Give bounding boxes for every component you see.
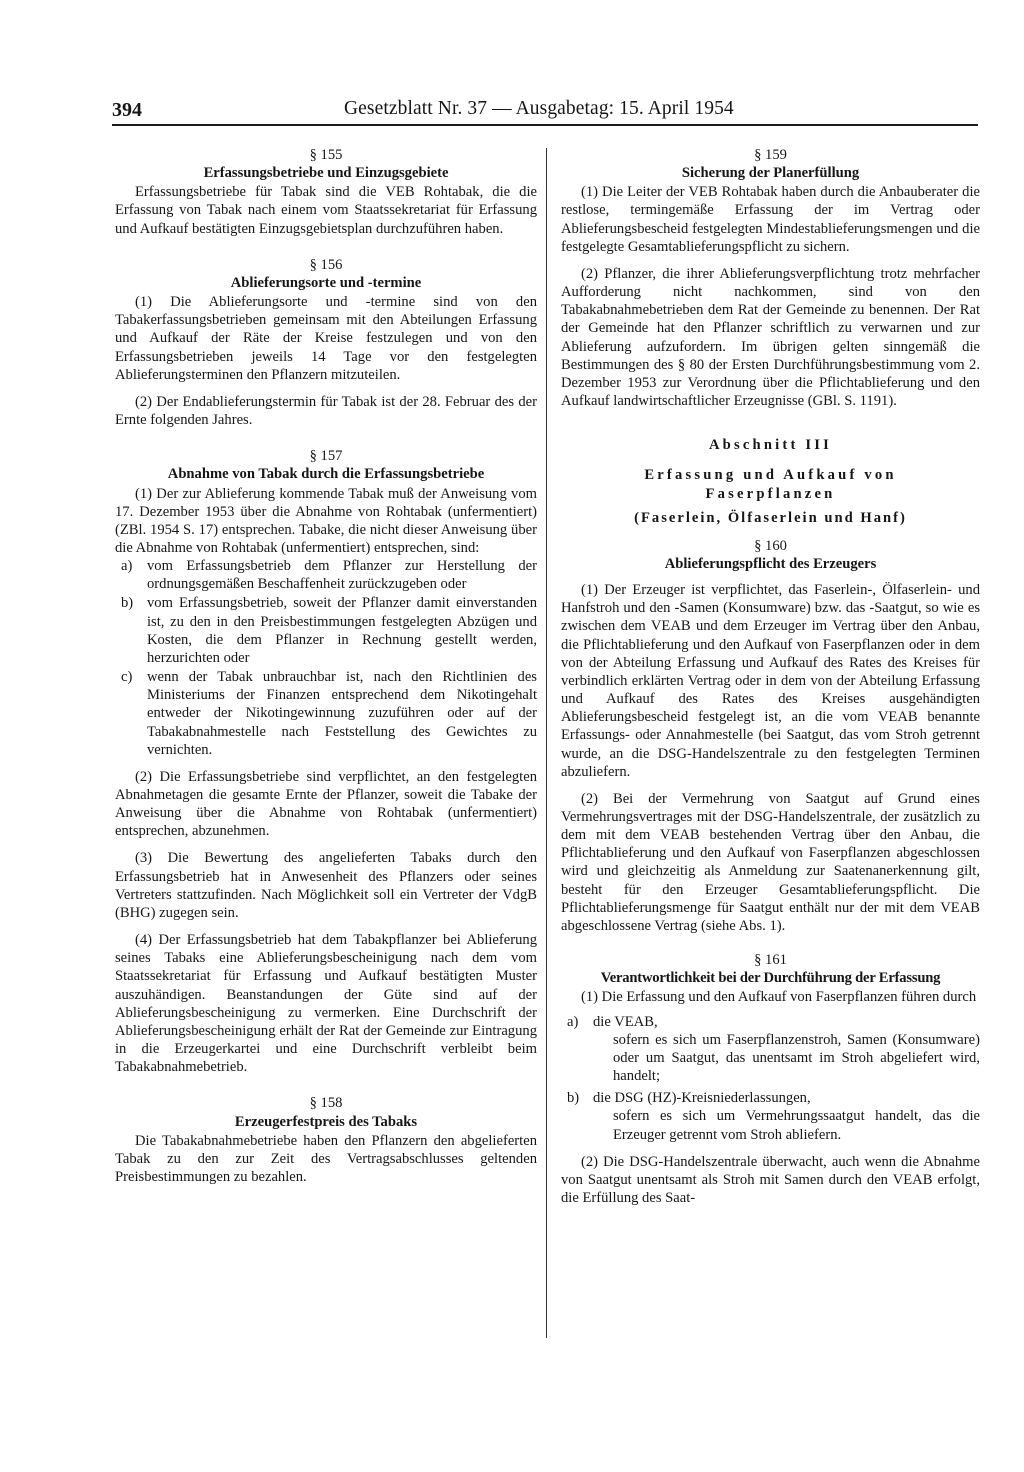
right-column <box>561 146 980 1207</box>
paragraph: (1) Die Ablieferungsorte und -termine sind von den Tabakerfassungsbetrieben gemeinsam mit den Abteilungen Erfassung und Aufkauf der Räte der Kreise festzulegen und von den Erfassungsbetrieben jeweils 14 Tage vor den festgelegten Ablieferungsterminen den Pflanzern mitzuteilen. <box>115 294 537 383</box>
header-rule <box>112 124 978 126</box>
paragraph: (2) Pflanzer, die ihrer Ablieferungsverpflichtung trotz mehrfacher Aufforderung nicht nachkommen, sind von den Tabakabnahmebetrieben dem Rat der Gemeinde zu benennen. Der Rat der Gemeinde hat den Pflanzer schriftlich zu verwarnen und zur Ablieferung aufzufordern. Im übrigen gelten sinngemäß die Bestimmungen des § 80 der Ersten Durchführungsbestimmung vom 2. Dezember 1953 zur Verordnung über die Pflichtablieferung und den Aufkauf landwirtschaftlicher Erzeugnisse (GBl. S. 1191). <box>561 265 980 410</box>
paragraph: (1) Die Erfassung und den Aufkauf von Faserpflanzen führen durch <box>581 989 977 1006</box>
paragraph: Die Tabakabnahmebetriebe haben den Pflanzern den abgelieferten Tabak zu den zur Zeit des Vertragsabschlusses geltenden Preisbestimmungen zu bezahlen. <box>115 1132 537 1185</box>
page-header <box>112 97 978 125</box>
list-text: sofern es sich um Faserpflanzenstroh, Samen (Konsumware) oder um Saatgut, das unentsamt im Stroh abgeliefert wird, handelt; <box>613 1031 980 1085</box>
gazette-header-title: Gesetzblatt Nr. 37 — Ausgabetag: 15. April 1954 <box>344 98 734 119</box>
section-title: Ablieferungspflicht des Erzeugers <box>664 555 877 572</box>
list-item <box>115 594 537 667</box>
paragraph: (1) Der Erzeuger ist verpflichtet, das Faserlein-, Ölfaserlein- und Hanfstroh und den -Samen (Konsumware) bzw. das -Saatgut, so wie es zwischen dem VEAB und dem Erzeuger im Vertrag über den Anbau, die Pflichtablieferung und den Aufkauf von Faserpflanzen oder in dem von der Abteilung Erfassung und Aufkauf des Rates des Kreises für verbindlich erklärten Vertrag oder in dem von der Abteilung Erfassung und Aufkauf des Rates des Kreises ausgehändigten Ablieferungsbescheid festgelegt ist, an die vom VEAB benannte Erfassungs- oder Annahmestelle (bei Saatgut, das vom Stroh getrennt wurde, an die DSG-Handelszentrale zu den festgelegten Terminen abzuliefern. <box>561 582 980 780</box>
list-marker: c) <box>121 669 133 686</box>
column-divider <box>546 148 547 1338</box>
section-158 <box>115 1094 537 1186</box>
paragraph: Erfassungsbetriebe für Tabak sind die VEB Rohtabak, die die Erfassung von Tabak nach einem vom Staatssekretariat für Erfassung und Aufkauf bestätigten Einzugsgebietsplan durchzuführen haben. <box>115 184 537 237</box>
section-number: § 155 <box>309 147 343 163</box>
list-text: wenn der Tabak unbrauchbar ist, nach den Richtlinien des Ministeriums der Finanzen entsprechend dem Nikotingehalt entweder der Nikotingewinnung zuzuführen oder auf der Tabakabnahmestelle nach Feststellung des Gewichtes zu vernichten. <box>147 669 537 758</box>
paragraph: (1) Die Leiter der VEB Rohtabak haben durch die Anbauberater die restlose, termingemäße Erfassung der im Vertrag oder Ablieferungsbescheid festgelegten Mindestablieferungsmengen und die festgelegte Gesamtablieferungspflicht zu sichern. <box>561 184 980 255</box>
section-160 <box>561 537 980 935</box>
section-161 <box>561 951 980 1207</box>
section-number: § 156 <box>309 256 343 273</box>
section-155 <box>115 146 537 238</box>
list-marker: b) <box>567 1090 580 1107</box>
abschnitt-title-line2: Faserpflanzen <box>705 485 836 502</box>
section-number: § 160 <box>754 537 787 554</box>
section-number: § 159 <box>754 147 787 163</box>
list-heading: die DSG (HZ)-Kreisniederlassungen, <box>593 1090 811 1107</box>
section-number: § 161 <box>754 952 787 969</box>
paragraph: (4) Der Erfassungsbetrieb hat dem Tabakpflanzer bei Ablieferung seines Tabaks eine Ablieferungsbescheinigung nach dem vom Staatssekretariat für Erfassung und Aufkauf bestätigten Muster auszuhändigen. Beanstandungen der Güte sind auf der Ablieferungsbescheinigung zu vermerken. Eine Durchschrift der Ablieferungsbescheinigung erhält der Rat der Gemeinde zur Eintragung in die Erzeugerkartei und eine Durchschrift verbleibt beim Tabakabnahmebetrieb. <box>115 932 537 1076</box>
section-title: Erfassungsbetriebe und Einzugsgebiete <box>203 165 449 182</box>
section-159 <box>561 146 980 410</box>
section-title: Erzeugerfestpreis des Tabaks <box>234 1113 418 1130</box>
section-title: Sicherung der Planerfüllung <box>681 165 860 182</box>
paragraph: (1) Der zur Ablieferung kommende Tabak muß der Anweisung vom 17. Dezember 1953 über die Abnahme von Rohtabak (unfermentiert) (ZBl. 1954 S. 17) entsprechen. Tabake, die nicht dieser Anweisung über die Abnahme von Rohtabak (unfermentiert) entsprechen, sind: <box>115 485 537 556</box>
list-text: sofern es sich um Vermehrungssaatgut handelt, das die Erzeuger getrennt vom Stroh abliefern. <box>613 1108 980 1143</box>
section-number: § 157 <box>309 448 343 465</box>
abschnitt-iii <box>561 436 980 527</box>
paragraph: (2) Die DSG-Handelszentrale überwacht, auch wenn die Abnahme von Saatgut unentsamt als Stroh mit Samen durch den VEAB erfolgt, die Erfüllung des Saat- <box>561 1153 980 1206</box>
section-156 <box>115 256 537 429</box>
abschnitt-title: Erfassung und Aufkauf von <box>644 467 897 484</box>
paragraph: (3) Die Bewertung des angelieferten Tabaks durch den Erfassungsbetrieb hat in Anwesenheit des Pflanzers oder seines Vertreters stattzufinden. Nach Möglichkeit soll ein Vertreter der VdgB (BHG) zugegen sein. <box>115 850 537 921</box>
list-text: vom Erfassungsbetrieb dem Pflanzer zur Herstellung der ordnungsgemäßen Beschaffenheit zurückzugeben oder <box>147 558 537 593</box>
section-title: Abnahme von Tabak durch die Erfassungsbetriebe <box>167 466 485 483</box>
section-title: Ablieferungsorte und -termine <box>230 274 422 291</box>
section-number: § 158 <box>309 1095 343 1112</box>
left-column <box>115 146 537 1186</box>
section-157 <box>115 447 537 1076</box>
list-item <box>561 1089 980 1143</box>
list-item <box>561 1013 980 1086</box>
paragraph: (2) Die Erfassungsbetriebe sind verpflichtet, an den festgelegten Abnahmetagen die gesamte Ernte der Pflanzer, soweit die Tabake der Anweisung über die Abnahme von Rohtabak (unfermentiert) entsprechen, abzunehmen. <box>115 768 537 840</box>
abschnitt-subtitle: (Faserlein, Ölfaserlein und Hanf) <box>634 509 907 526</box>
list-item <box>115 557 537 593</box>
list-marker: b) <box>121 595 134 612</box>
paragraph: (2) Der Endablieferungstermin für Tabak ist der 28. Februar des der Ernte folgenden Jahres. <box>115 393 537 429</box>
abschnitt-label: Abschnitt III <box>708 437 833 454</box>
paragraph: (2) Bei der Vermehrung von Saatgut auf Grund eines Vermehrungsvertrages mit der DSG-Handelszentrale, der zusätzlich zu dem mit dem VEAB bestehenden Vertrag über den Anbau, die Pflichtablieferung und den Aufkauf von Faserpflanzen abgeschlossen wird und gleichzeitig als Anmeldung zur Saatenanerkennung gilt, besteht für den Erzeuger Gesamtablieferungspflicht. Die Pflichtablieferungsmenge für Saatgut enthält nur der mit dem VEAB abgeschlossene Vertrag (siehe Abs. 1). <box>561 790 980 934</box>
list-item <box>115 668 537 759</box>
section-title: Verantwortlichkeit bei der Durchführung der Erfassung <box>600 970 941 987</box>
list-heading: die VEAB, <box>593 1013 658 1030</box>
page-number: 394 <box>112 99 142 121</box>
list-marker: a) <box>567 1013 579 1030</box>
list-text: vom Erfassungsbetrieb, soweit der Pflanzer damit einverstanden ist, zu den in den Preisbestimmungen festgelegten Abzügen und Kosten, die dem Pflanzer in Rechnung gestellt werden, herzurichten oder <box>147 595 537 666</box>
list-marker: a) <box>121 558 133 575</box>
